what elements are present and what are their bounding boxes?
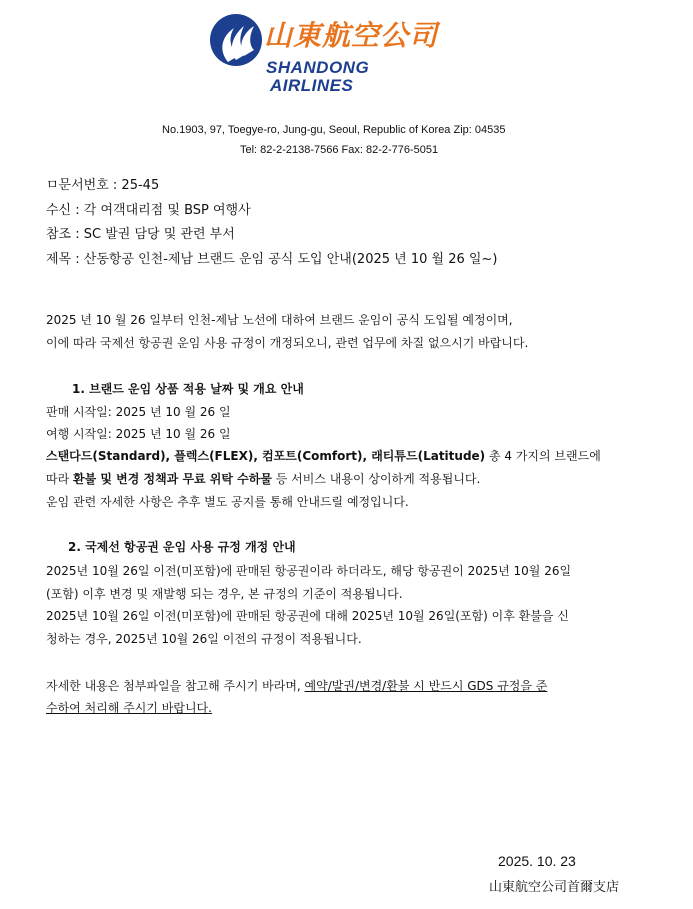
intro-line-1: 2025 년 10 월 26 일부터 인천-제남 노선에 대하여 브랜드 운임이 공식 도입될 예정이며, — [46, 313, 513, 327]
brands-line — [46, 447, 601, 464]
brands-list: 스탠다드(Standard), 플렉스(FLEX), 컴포트(Comfort), 래티튜드(Latitude) — [46, 449, 486, 463]
section2-p1-line1: 2025년 10월 26일 이전(미포함)에 판매된 항공권이라 하더라도, 해당 항공권이 2025년 10월 26일 — [46, 564, 572, 578]
notice-line: 운임 관련 자세한 사항은 추후 별도 공지를 통해 안내드릴 예정입니다. — [46, 495, 409, 509]
logo-english-line2: AIRLINES — [270, 76, 354, 95]
contact-line: Tel: 82-2-2138-7566 Fax: 82-2-776-5051 — [240, 144, 439, 156]
subject-line: 제목 : 산동항공 인천-제남 브랜드 운임 공식 도입 안내(2025 년 10 월 26 일~) — [46, 252, 498, 267]
branch-name: 山東航空公司首爾支店 — [489, 880, 620, 895]
closing-line-2 — [46, 699, 212, 716]
closing-underlined-1: 예약/발권/변경/환불 시 반드시 GDS 규정을 준 — [304, 679, 548, 693]
closing-underlined-2: 수하여 처리해 주시기 바랍니다. — [46, 701, 212, 715]
swirl-emblem-icon — [208, 10, 264, 70]
closing-line-1 — [46, 677, 547, 694]
sale-start-date: 판매 시작일: 2025 년 10 월 26 일 — [46, 405, 231, 419]
policy-line — [46, 470, 480, 487]
logo-chinese-name: 山東航空公司 — [264, 19, 439, 52]
doc-number: ㅁ문서번호 : 25-45 — [46, 178, 160, 193]
closing-pre: 자세한 내용은 첨부파일을 참고해 주시기 바라며, — [46, 679, 305, 693]
issue-date: 2025. 10. 23 — [498, 853, 576, 869]
address-line: No.1903, 97, Toegye-ro, Jung-gu, Seoul, Republic of Korea Zip: 04535 — [162, 124, 506, 136]
company-logo — [208, 10, 478, 100]
logo-english-line1: SHANDONG — [266, 58, 370, 77]
travel-start-date: 여행 시작일: 2025 년 10 월 26 일 — [46, 427, 231, 441]
section2-p1-line2: (포함) 이후 변경 및 재발행 되는 경우, 본 규정의 기준이 적용됩니다. — [46, 587, 403, 601]
brands-line-rest: 총 4 가지의 브랜드에 — [485, 449, 601, 463]
section1-heading: 1. 브랜드 운임 상품 적용 날짜 및 개요 안내 — [72, 382, 304, 396]
policy-highlight: 환불 및 변경 정책과 무료 위탁 수하물 — [73, 472, 272, 486]
policy-line-pre: 따라 — [46, 472, 73, 486]
policy-line-post: 등 서비스 내용이 상이하게 적용됩니다. — [271, 472, 481, 486]
section2-p2-line1: 2025년 10월 26일 이전(미포함)에 판매된 항공권에 대해 2025년 10월 26일(포함) 이후 환불을 신 — [46, 609, 569, 623]
recipient: 수신 : 각 여객대리점 및 BSP 여행사 — [46, 203, 251, 218]
section2-heading: 2. 국제선 항공권 운임 사용 규정 개정 안내 — [68, 540, 296, 554]
intro-line-2: 이에 따라 국제선 항공권 운임 사용 규정이 개정되오니, 관련 업무에 차질 없으시기 바랍니다. — [46, 336, 529, 350]
section2-p2-line2: 청하는 경우, 2025년 10월 26일 이전의 규정이 적용됩니다. — [46, 632, 362, 646]
cc-line: 참조 : SC 발권 담당 및 관련 부서 — [46, 227, 235, 242]
